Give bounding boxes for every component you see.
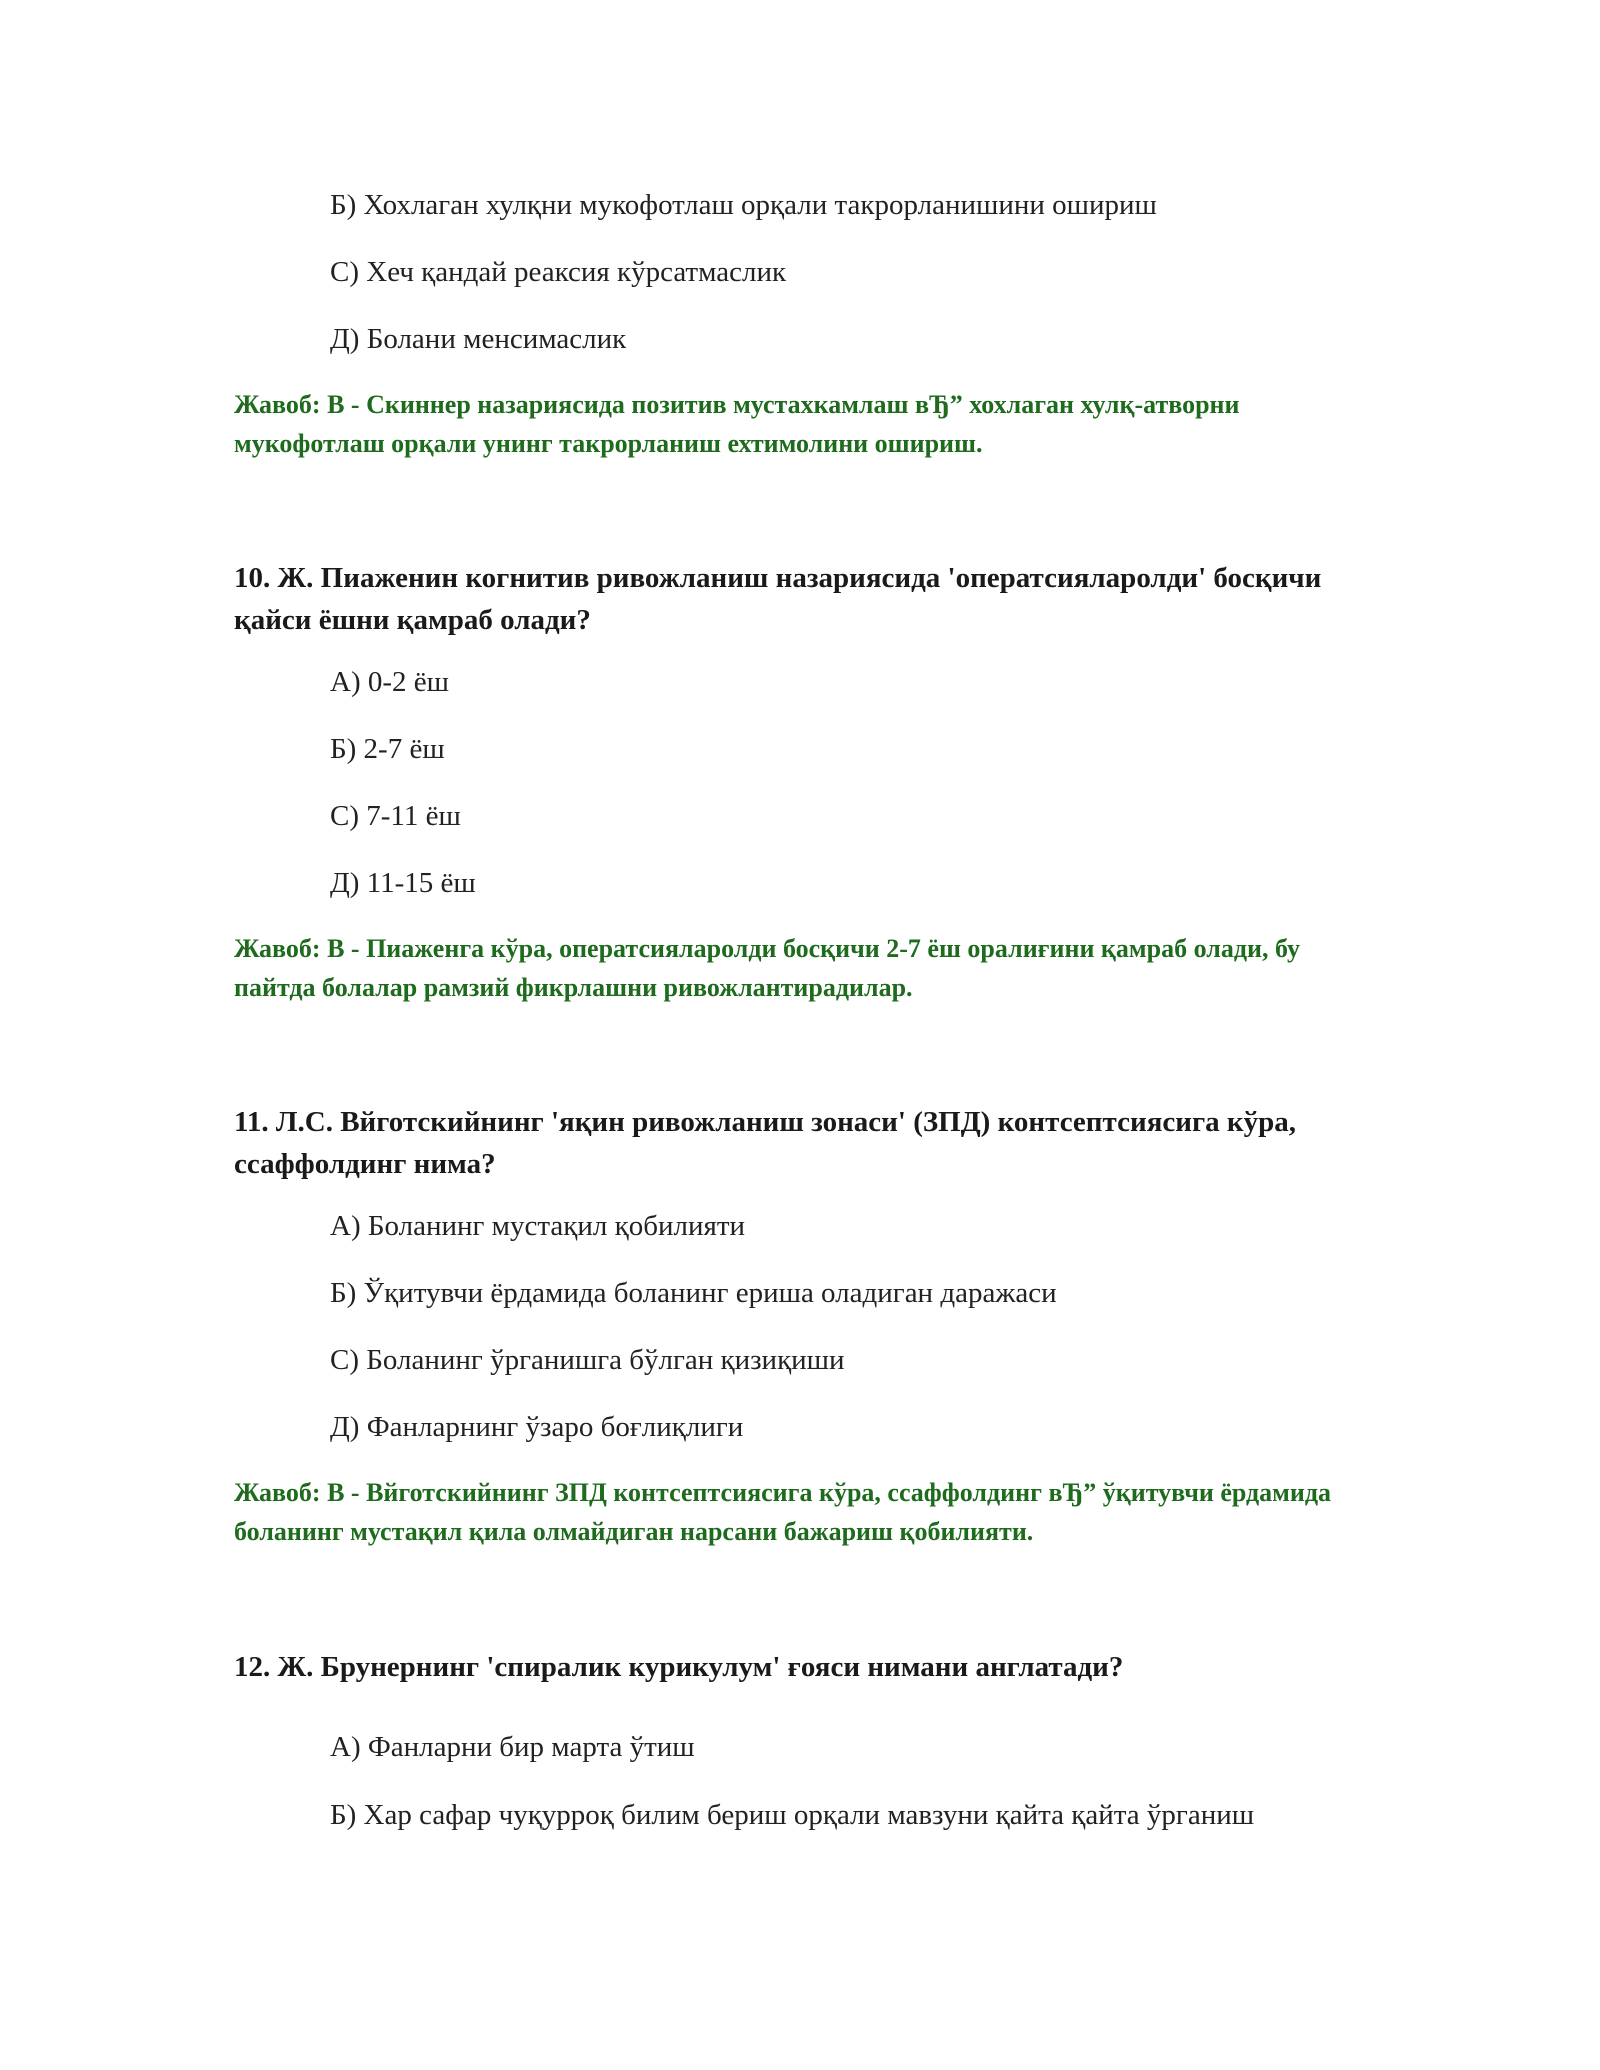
q11-option-b: Б) Ўқитувчи ёрдамида боланинг ериша оладиган даражаси [330,1277,1057,1309]
q10-option-d: Д) 11-15 ёш [330,867,476,899]
q9-option-c: С) Хеч қандай реаксия кўрсатмаслик [330,256,787,288]
q9-option-b: Б) Хохлаган хулқни мукофотлаш орқали такрорланишини ошириш [330,189,1157,221]
q10-question: 10. Ж. Пиаженин когнитив ривожланиш назариясида 'оператсияларолди' босқичи қайси ёшни қамраб олади? [234,562,1322,636]
q10-option-b: Б) 2-7 ёш [330,733,445,765]
q12-option-a: А) Фанларни бир марта ўтиш [330,1731,695,1763]
q10-option-c: С) 7-11 ёш [330,800,461,832]
q11-question: 11. Л.С. Вйготскийнинг 'яқин ривожланиш зонаси' (ЗПД) контсептсиясига кўра, ссаффолдинг нима? [234,1106,1296,1180]
q11-option-d: Д) Фанларнинг ўзаро боғлиқлиги [330,1411,744,1443]
q11-option-a: А) Боланинг мустақил қобилияти [330,1210,746,1242]
q9-answer: Жавоб: В - Скиннер назариясида позитив мустахкамлаш вЂ” хохлаган хулқ-атворни мукофотлаш орқали унинг такрорланиш ехтимолини ошириш. [234,390,1240,458]
q10-answer: Жавоб: В - Пиаженга кўра, оператсияларолди босқичи 2-7 ёш оралиғини қамраб олади, бу пайтда болалар рамзий фикрлашни ривожлантирадилар. [234,934,1300,1002]
q11-answer: Жавоб: В - Вйготскийнинг ЗПД контсептсиясига кўра, ссаффолдинг вЂ” ўқитувчи ёрдамида боланинг мустақил қила олмайдиган нарсани бажариш қобилияти. [234,1478,1332,1546]
q12-option-b: Б) Хар сафар чуқурроқ билим бериш орқали мавзуни қайта қайта ўрганиш [330,1799,1255,1831]
q12-question: 12. Ж. Брунернинг 'спиралик курикулум' ғояси нимани англатади? [234,1651,1124,1683]
q11-option-c: С) Боланинг ўрганишга бўлган қизиқиши [330,1344,845,1376]
q10-option-a: А) 0-2 ёш [330,666,449,698]
q9-option-d: Д) Болани менсимаслик [330,323,627,355]
